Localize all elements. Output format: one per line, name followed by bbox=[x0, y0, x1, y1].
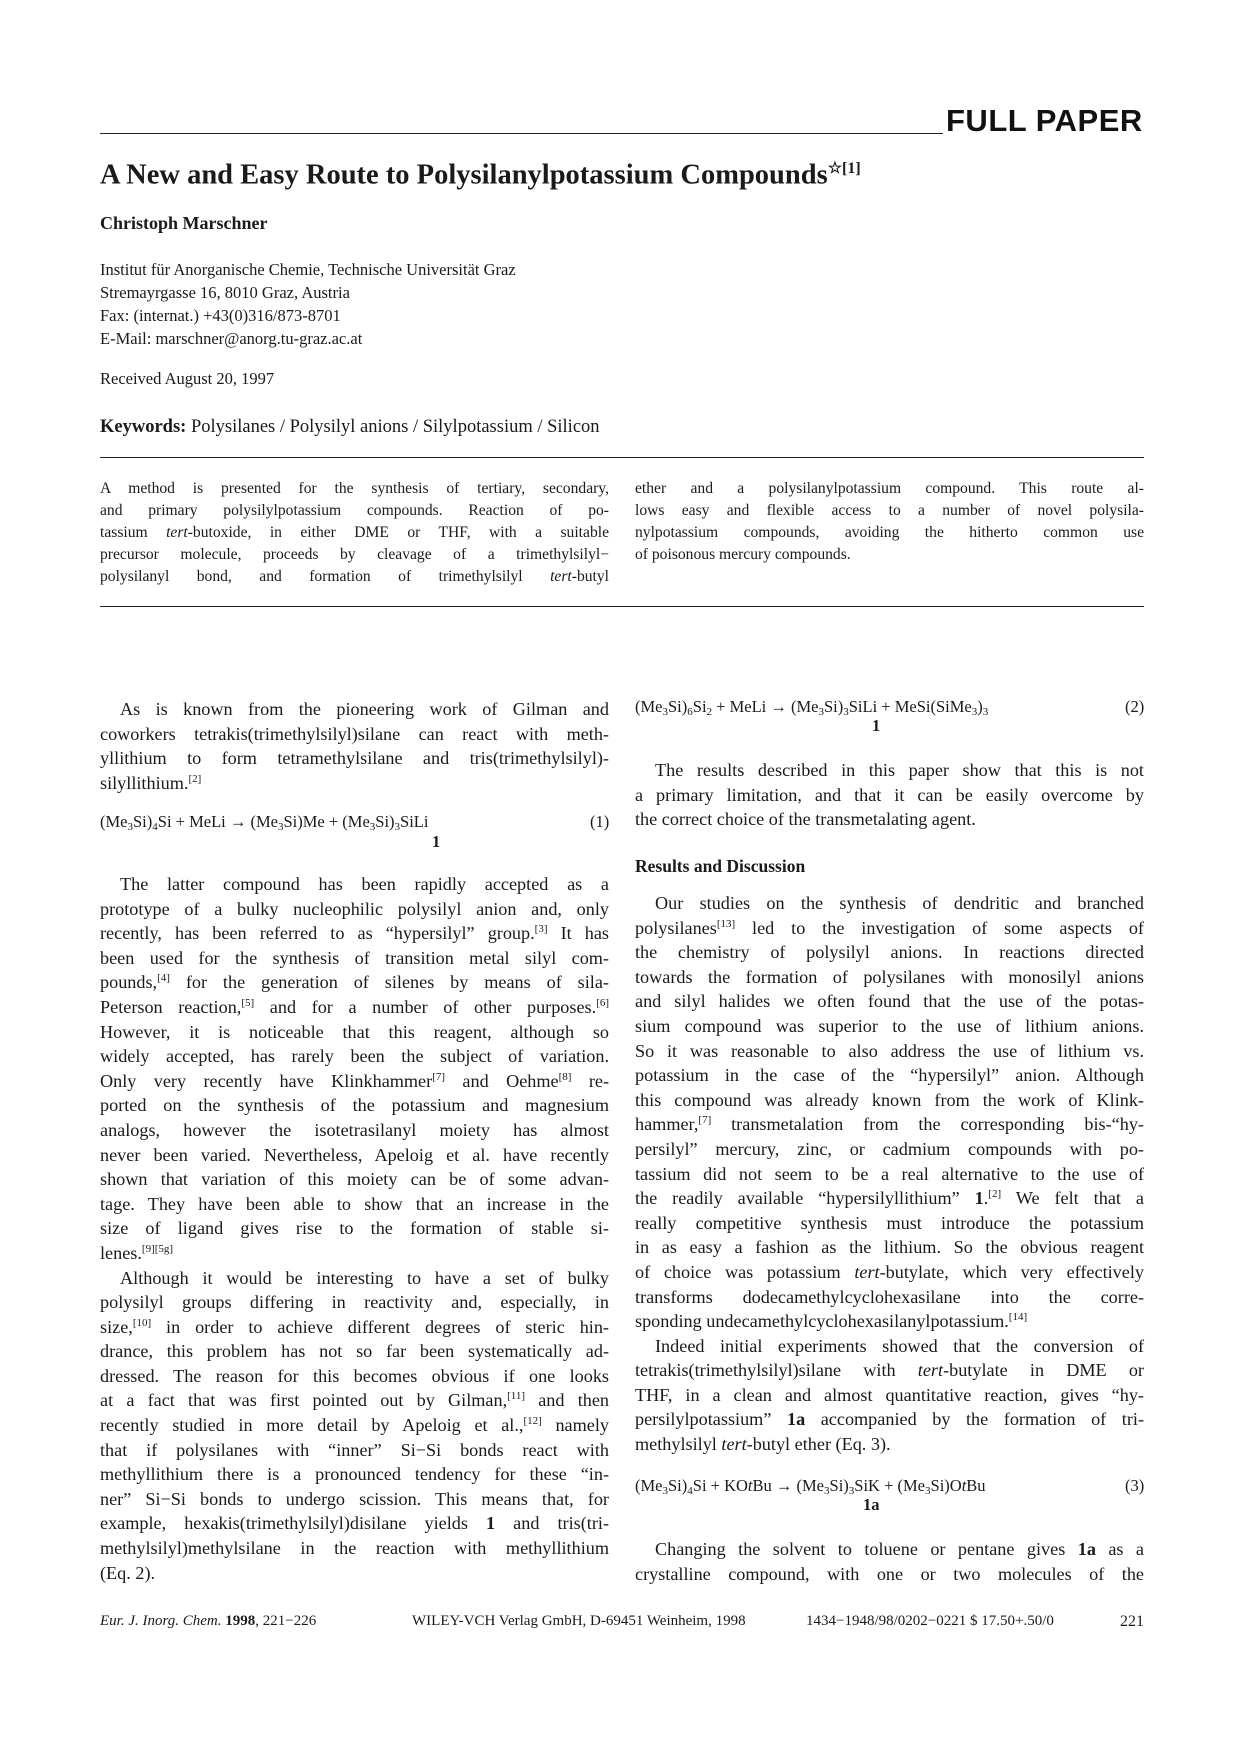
abstract-left-column bbox=[100, 478, 609, 588]
body-right-column-part1 bbox=[635, 758, 1144, 832]
footer-publisher: WILEY-VCH Verlag GmbH, D-69451 Weinheim, 1998 bbox=[412, 1613, 746, 1629]
body-line: drance, this problem has not so far been systematically ad- bbox=[100, 1341, 609, 1362]
body-line: tetrakis(trimethylsilyl)silane with tert-butylate in DME or bbox=[635, 1360, 1144, 1381]
body-line: ner” Si−Si bonds to undergo scission. This means that, for bbox=[100, 1488, 609, 1509]
body-line: recently studied in more detail by Apeloig et al.,[12] namely bbox=[100, 1415, 609, 1436]
equation-1-number: (1) bbox=[590, 812, 610, 831]
affiliation-line: Stremayrgasse 16, 8010 Graz, Austria bbox=[100, 283, 350, 302]
body-line: methylsilyl)methylsilane in the reaction with methyllithium bbox=[100, 1538, 609, 1559]
body-line: As is known from the pioneering work of Gilman and bbox=[120, 699, 609, 719]
equation-3-compound-label: 1a bbox=[863, 1495, 880, 1514]
body-line: Peterson reaction,[5] and for a number of other purposes.[6] bbox=[100, 996, 610, 1017]
paper-title bbox=[100, 158, 861, 192]
body-line: methyllithium there is a pronounced tendency for these “in- bbox=[100, 1464, 609, 1485]
body-line: coworkers tetrakis(trimethylsilyl)silane can react with meth- bbox=[100, 723, 609, 744]
body-line: Indeed initial experiments showed that the conversion of bbox=[655, 1335, 1144, 1356]
equation-1: $(Me_3Si)_4Si$ + MeLi → $(Me_3Si)Me$ + $(Me_3Si)_3SiLi$ bbox=[100, 812, 429, 833]
header-rule bbox=[100, 133, 943, 134]
body-right-column-part2 bbox=[635, 891, 1144, 1457]
body-line: sponding undecamethylcyclohexasilanylpotassium.[14] bbox=[635, 1311, 1028, 1332]
body-line: So it was reasonable to also address the use of lithium vs. bbox=[635, 1040, 1144, 1061]
affiliation-line: Institut für Anorganische Chemie, Technische Universität Graz bbox=[100, 260, 516, 279]
abstract-line: A method is presented for the synthesis of tertiary, secondary, bbox=[100, 480, 609, 497]
body-line: example, hexakis(trimethylsilyl)disilane yields 1 and tris(tri- bbox=[100, 1513, 609, 1534]
body-line: The results described in this paper show that this is not bbox=[655, 760, 1144, 780]
body-line: analogs, however the isotetrasilanyl moiety has almost bbox=[100, 1119, 609, 1140]
body-line: (Eq. 2). bbox=[100, 1562, 156, 1583]
body-line: ported on the synthesis of the potassium and magnesium bbox=[100, 1095, 609, 1116]
received-date: Received August 20, 1997 bbox=[100, 369, 275, 388]
body-line: the chemistry of polysilyl anions. In reactions directed bbox=[635, 942, 1144, 963]
page-number: 221 bbox=[1120, 1613, 1144, 1630]
abstract-line: tassium tert-butoxide, in either DME or THF, with a suitable bbox=[100, 524, 609, 541]
footer-price-code: 1434−1948/98/0202−0221 $ 17.50+.50/0 bbox=[806, 1613, 1054, 1629]
equation-3-number: (3) bbox=[1125, 1476, 1145, 1495]
abstract-line: ether and a polysilanylpotassium compound. This route al- bbox=[635, 480, 1144, 497]
body-line: dressed. The reason for this becomes obvious if one looks bbox=[100, 1365, 609, 1386]
abstract-line: nylpotassium compounds, avoiding the hitherto common use bbox=[635, 524, 1144, 541]
equation-2-compound-label: 1 bbox=[872, 716, 881, 735]
keywords-list: Polysilanes / Polysilyl anions / Silylpotassium / Silicon bbox=[190, 417, 600, 437]
equation-3: $(Me_3Si)_4Si$ + KOtBu → $(Me_3Si)_3SiK$ + $(Me_3Si)OtBu$ bbox=[635, 1476, 986, 1497]
abstract-line: and primary polysilylpotassium compounds. Reaction of po- bbox=[100, 502, 609, 519]
affiliation-line: Fax: (internat.) +43(0)316/873-8701 bbox=[100, 306, 341, 325]
section-label: FULL PAPER bbox=[946, 103, 1143, 138]
body-line: in as easy a fashion as the lithium. So the obvious reagent bbox=[635, 1237, 1144, 1258]
title-footnote-marker: ☆[1] bbox=[827, 160, 861, 177]
abstract-line: of poisonous mercury compounds. bbox=[635, 546, 851, 563]
abstract-top-rule bbox=[100, 457, 1144, 458]
body-line: prototype of a bulky nucleophilic polysilyl anion and, only bbox=[100, 898, 609, 919]
body-line: been used for the synthesis of transition metal silyl com- bbox=[100, 947, 609, 968]
body-line: at a fact that was first pointed out by Gilman,[11] and then bbox=[100, 1390, 610, 1411]
body-line: potassium in the case of the “hypersilyl” anion. Although bbox=[635, 1065, 1144, 1086]
body-line: crystalline compound, with one or two molecules of the bbox=[635, 1563, 1144, 1584]
body-line: However, it is noticeable that this reagent, although so bbox=[100, 1021, 609, 1042]
body-line: transforms dodecamethylcyclohexasilane into the corre- bbox=[635, 1286, 1144, 1307]
body-line: really competitive synthesis must introduce the potassium bbox=[635, 1212, 1144, 1233]
body-line: yllithium to form tetramethylsilane and tris(trimethylsilyl)- bbox=[100, 748, 609, 769]
body-line: recently, has been referred to as “hypersilyl” group.[3] It has bbox=[100, 923, 609, 944]
body-line: a primary limitation, and that it can be easily overcome by bbox=[635, 784, 1144, 805]
abstract-line: precursor molecule, proceeds by cleavage of a trimethylsilyl− bbox=[100, 546, 609, 563]
body-line: of choice was potassium tert-butylate, which very effectively bbox=[635, 1261, 1144, 1282]
author-name: Christoph Marschner bbox=[100, 213, 268, 233]
body-line: size,[10] in order to achieve different degrees of steric hin- bbox=[100, 1316, 609, 1337]
body-line: silyllithium.[2] bbox=[100, 772, 202, 793]
body-line: that if polysilanes with “inner” Si−Si bonds react with bbox=[100, 1439, 609, 1460]
body-line: Although it would be interesting to have a set of bulky bbox=[120, 1267, 609, 1288]
body-line: size of ligand gives rise to the formation of stable si- bbox=[100, 1218, 609, 1239]
body-line: THF, in a clean and almost quantitative reaction, gives “hy- bbox=[635, 1384, 1144, 1405]
body-line: the readily available “hypersilyllithium” 1.[2] We felt that a bbox=[635, 1188, 1144, 1209]
body-line: the correct choice of the transmetalating agent. bbox=[635, 809, 976, 830]
body-line: Only very recently have Klinkhammer[7] and Oehme[8] re- bbox=[100, 1070, 610, 1091]
body-line: never been varied. Nevertheless, Apeloig et al. have recently bbox=[100, 1144, 609, 1165]
body-line: persilylpotassium” 1a accompanied by the formation of tri- bbox=[635, 1409, 1145, 1430]
body-line: Our studies on the synthesis of dendritic and branched bbox=[655, 893, 1144, 913]
body-line: Changing the solvent to toluene or pentane gives 1a as a bbox=[655, 1539, 1144, 1559]
abstract-right-column bbox=[635, 478, 1144, 566]
section-heading: Results and Discussion bbox=[635, 856, 806, 876]
abstract-line: polysilanyl bond, and formation of trimethylsilyl tert-butyl bbox=[100, 568, 609, 585]
body-right-column-part3 bbox=[635, 1537, 1144, 1586]
body-line: polysilyl groups differing in reactivity and, especially, in bbox=[100, 1292, 609, 1313]
body-line: and silyl halides we often found that the use of the potas- bbox=[635, 991, 1144, 1012]
body-line: towards the formation of polysilanes with monosilyl anions bbox=[635, 966, 1144, 987]
equation-1-compound-label: 1 bbox=[432, 832, 441, 851]
paper-title-text: A New and Easy Route to Polysilanylpotassium Compounds bbox=[100, 159, 828, 191]
body-left-column-part1 bbox=[100, 697, 609, 795]
affiliation-email: E-Mail: marschner@anorg.tu-graz.ac.at bbox=[100, 329, 363, 348]
keywords-label: Keywords: bbox=[100, 417, 187, 437]
body-line: sium compound was superior to the use of lithium anions. bbox=[635, 1015, 1144, 1036]
body-line: hammer,[7] transmetalation from the corresponding bis-“hy- bbox=[635, 1114, 1144, 1135]
keywords bbox=[100, 417, 600, 438]
body-line: tassium did not seem to be a real alternative to the use of bbox=[635, 1163, 1144, 1184]
body-line: The latter compound has been rapidly accepted as a bbox=[120, 874, 609, 894]
abstract-line: lows easy and flexible access to a number of novel polysila- bbox=[635, 502, 1144, 519]
body-line: polysilanes[13] led to the investigation of some aspects of bbox=[635, 917, 1144, 938]
footer-journal: Eur. J. Inorg. Chem. 1998, 221−226 bbox=[100, 1613, 317, 1629]
equation-2-number: (2) bbox=[1125, 697, 1145, 716]
body-line: shown that variation of this moiety can be of some advan- bbox=[100, 1169, 609, 1190]
body-line: methylsilyl tert-butyl ether (Eq. 3). bbox=[635, 1434, 891, 1455]
body-line: persilyl” mercury, zinc, or cadmium compounds with po- bbox=[635, 1138, 1144, 1159]
body-line: widely accepted, has rarely been the subject of variation. bbox=[100, 1046, 609, 1067]
body-line: pounds,[4] for the generation of silenes by means of sila- bbox=[100, 972, 609, 993]
abstract-bottom-rule bbox=[100, 606, 1144, 607]
body-line: this compound was already known from the work of Klink- bbox=[635, 1089, 1144, 1110]
equation-2: $(Me_3Si)_6Si_2$ + MeLi → $(Me_3Si)_3SiLi$ + $MeSi(SiMe_3)_3$ bbox=[635, 697, 989, 718]
body-left-column-part2 bbox=[100, 872, 609, 1585]
body-line: lenes.[9][5g] bbox=[100, 1242, 174, 1263]
body-line: tage. They have been able to show that an increase in the bbox=[100, 1193, 609, 1214]
